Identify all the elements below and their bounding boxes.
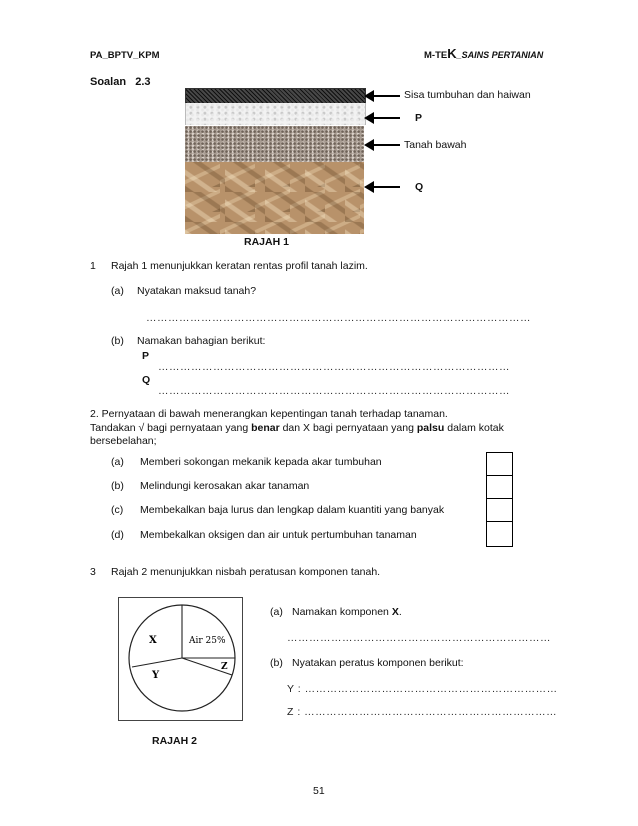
q3b-y-answer-line[interactable]: Y : …………………………………………………………… — [287, 683, 558, 695]
header-right — [424, 46, 543, 61]
q2-instruction-cont: bersebelahan; — [90, 435, 157, 447]
q1b-label: (b) — [111, 335, 124, 347]
pie-chart — [119, 598, 242, 720]
q2-instr-end: dalam kotak — [447, 422, 504, 434]
q3b-text: Nyatakan peratus komponen berikut: — [292, 657, 464, 669]
label-organic: Sisa tumbuhan dan haiwan — [404, 89, 531, 101]
arrow-organic — [372, 95, 400, 97]
figure1-caption: RAJAH 1 — [244, 236, 289, 248]
q3a-text — [292, 606, 402, 618]
q1-text: Rajah 1 menunjukkan keratan rentas profil tanah lazim. — [111, 260, 368, 272]
q2a-text: Memberi sokongan mekanik kepada akar tumbuhan — [140, 456, 382, 468]
arrow-q — [372, 186, 400, 188]
q2c-label: (c) — [111, 504, 124, 516]
q3b-z-answer-line[interactable]: Z : …………………………………………………………… — [287, 706, 558, 718]
pie-chart-frame — [118, 597, 243, 721]
label-p: P — [415, 112, 423, 124]
q3a-label: (a) — [270, 606, 283, 618]
q2b-text: Melindungi kerosakan akar tanaman — [140, 480, 310, 492]
pie-label-air: Air 25% — [189, 636, 226, 646]
q2-palsu: palsu — [416, 422, 445, 434]
check-mark-symbol: √ — [138, 422, 145, 434]
q1b-p-label: P — [142, 350, 150, 362]
label-subsoil: Tanah bawah — [404, 139, 467, 151]
q2d-text: Membekalkan oksigen dan air untuk pertumbuhan tanaman — [140, 529, 417, 541]
page-number: 51 — [313, 785, 325, 797]
q1b-q-label: Q — [142, 374, 151, 386]
q1a-answer-line[interactable]: …………………………………………………………………………………………… — [146, 312, 531, 324]
q1b-text: Namakan bahagian berikut: — [137, 335, 266, 347]
label-q: Q — [415, 181, 424, 193]
q2a-label: (a) — [111, 456, 124, 468]
header-left: PA_BPTV_KPM — [90, 50, 160, 61]
q2-instr-mid1: bagi pernyataan yang — [147, 422, 249, 434]
q2-instr-mid2: dan X bagi pernyataan yang — [282, 422, 414, 434]
header-right-prefix: M-TE — [424, 50, 448, 61]
q1-number: 1 — [90, 260, 96, 272]
q1a-text: Nyatakan maksud tanah? — [137, 285, 257, 297]
figure2-caption: RAJAH 2 — [152, 735, 197, 747]
q2d-label: (d) — [111, 529, 124, 541]
q2d-answer-box[interactable] — [486, 521, 513, 547]
q2-intro: 2. Pernyataan di bawah menerangkan kepentingan tanah terhadap tanaman. — [90, 408, 448, 420]
q2-instr-pre: Tandakan — [90, 422, 136, 434]
layer-subsoil — [185, 126, 364, 162]
q3a-text-post: . — [398, 606, 402, 618]
header-right-big: K — [447, 46, 457, 61]
layer-organic — [185, 88, 366, 104]
q1a-label: (a) — [111, 285, 124, 297]
section-title: Soalan 2.3 — [90, 76, 151, 88]
q2-benar: benar — [251, 422, 280, 434]
pie-label-y: Y — [152, 670, 160, 681]
arrow-subsoil — [372, 144, 400, 146]
q1b-q-answer-line[interactable]: …………………………………………………………………………………… — [158, 385, 510, 397]
q1b-p-answer-line[interactable]: …………………………………………………………………………………… — [158, 361, 510, 373]
q3a-text-bold: X — [391, 606, 399, 618]
header-right-suffix: _SAINS PERTANIAN — [456, 50, 544, 60]
q3a-text-pre: Namakan komponen — [292, 606, 389, 618]
q3-number: 3 — [90, 566, 96, 578]
arrow-p — [372, 117, 400, 119]
q3b-label: (b) — [270, 657, 283, 669]
pie-label-x: X — [149, 635, 157, 646]
layer-q-parent-material — [185, 162, 364, 234]
pie-label-z: Z — [221, 662, 228, 672]
q2b-label: (b) — [111, 480, 124, 492]
q3a-answer-line[interactable]: ……………………………………………………………… — [287, 632, 551, 644]
q3-text: Rajah 2 menunjukkan nisbah peratusan komponen tanah. — [111, 566, 381, 578]
layer-p-topsoil — [185, 103, 366, 125]
q2c-text: Membekalkan baja lurus dan lengkap dalam kuantiti yang banyak — [140, 504, 445, 516]
q2-instruction — [90, 422, 504, 434]
